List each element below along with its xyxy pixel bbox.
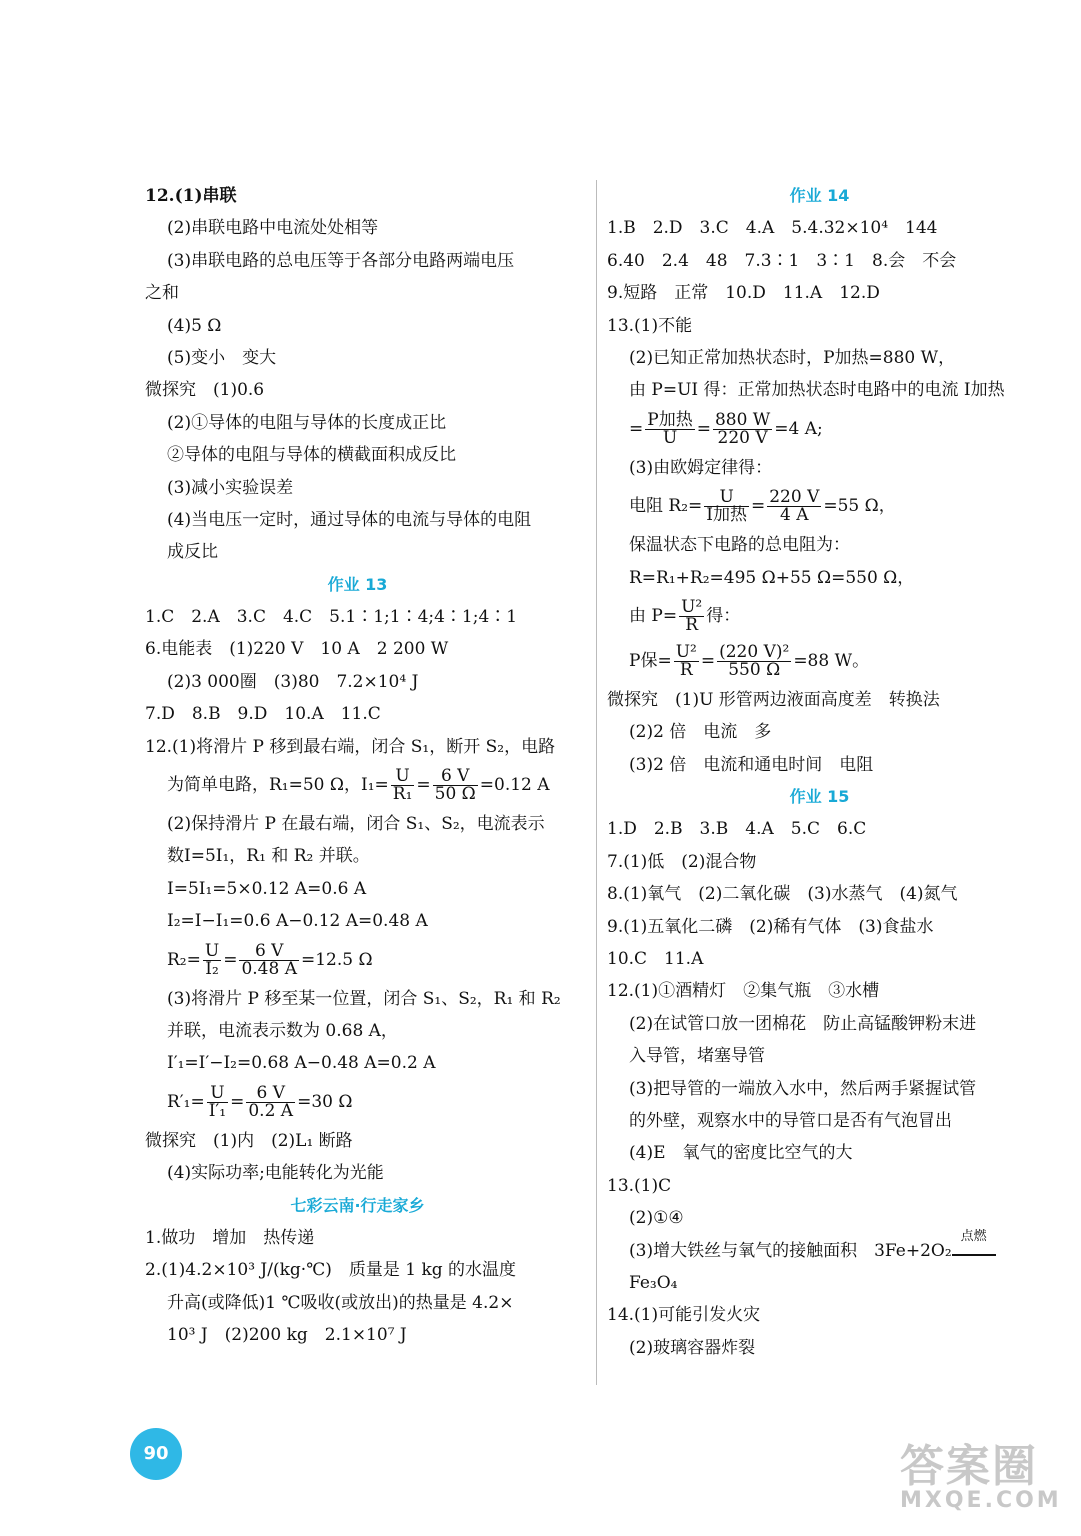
section-heading: 七彩云南·行走家乡 [290, 1195, 425, 1215]
watermark-bottom: MXQE.COM [900, 1488, 1062, 1513]
formula-result: =88 W。 [793, 650, 870, 671]
fraction-denominator: 4 A [780, 505, 809, 526]
answer-line: (4)当电压一定时，通过导体的电流与导体的电阻 [167, 509, 532, 530]
answer-line: 微探究 (1)U 形管两边液面高度差 转换法 [607, 689, 940, 710]
formula-line [607, 639, 1032, 684]
fraction-denominator: R [679, 659, 693, 680]
answer-line: 1.B 2.D 3.C 4.A 5.4.32×10⁴ 144 [607, 218, 938, 239]
fraction-numerator: 6 V [239, 943, 299, 961]
fraction [433, 768, 478, 803]
answer-line: 8.(1)氧气 (2)二氧化碳 (3)水蒸气 (4)氮气 [607, 884, 958, 905]
answer-line: 13.(1)不能 [607, 315, 693, 336]
answer-line: (3)2 倍 电流和通电时间 电阻 [629, 754, 874, 775]
answer-line: (3)将滑片 P 移至某一位置，闭合 S₁、S₂，R₁ 和 R₂ [167, 988, 561, 1009]
fraction [679, 596, 704, 635]
answer-line: 2.(1)4.2×10³ J/(kg·℃) 质量是 1 kg 的水温度 [145, 1260, 517, 1281]
answer-line: 入导管，堵塞导管 [629, 1046, 765, 1067]
answer-line: (4)E 氧气的密度比空气的大 [629, 1143, 853, 1164]
answer-line: Fe₃O₄ [629, 1272, 678, 1293]
page-number-badge: 90 [130, 1428, 182, 1480]
answer-line: (2)3 000圈 (3)80 7.2×10⁴ J [167, 671, 419, 692]
formula-prefix: 为简单电路，R₁=50 Ω，I₁= [167, 775, 389, 796]
formula-equals: = [223, 949, 238, 970]
fraction-numerator: U [204, 940, 220, 961]
fraction [645, 409, 694, 448]
fraction [246, 1082, 295, 1121]
formula-line [607, 594, 1032, 639]
formula-line [607, 407, 1032, 452]
answer-line: (3)由欧姆定律得： [629, 457, 773, 478]
answer-line: 7.D 8.B 9.D 10.A 11.C [145, 704, 381, 725]
watermark-logo [900, 1430, 1062, 1513]
formula-line [145, 1080, 570, 1125]
answer-line: 9.(1)五氧化二磷 (2)稀有气体 (3)食盐水 [607, 916, 934, 937]
answer-line: (4)5 Ω [167, 315, 222, 336]
section-heading: 作业 14 [789, 186, 850, 205]
answer-line: (2)①④ [629, 1208, 684, 1229]
formula-equals: = [416, 775, 431, 796]
fraction [713, 409, 772, 448]
answer-line: 1.C 2.A 3.C 4.C 5.1∶1;1∶4;4∶1;4∶1 [145, 607, 518, 628]
fraction-denominator: R₁ [392, 784, 413, 805]
answer-line: (2)2 倍 电流 多 [629, 722, 772, 743]
answer-line: I=5I₁=5×0.12 A=0.6 A [167, 878, 367, 899]
fraction-denominator: 0.2 A [248, 1100, 294, 1121]
answer-line: 1.D 2.B 3.B 4.A 5.C 6.C [607, 819, 867, 840]
answer-line: 12.(1)①酒精灯 ②集气瓶 ③水槽 [607, 981, 880, 1002]
section-heading: 作业 15 [789, 787, 850, 807]
fraction-denominator: 0.48 A [241, 958, 297, 979]
reaction-condition [952, 1228, 996, 1267]
answer-line: I₂=I−I₁=0.6 A−0.12 A=0.48 A [167, 911, 428, 932]
fraction-numerator: U [207, 1085, 228, 1103]
reaction-line [607, 1228, 1032, 1267]
reaction-text: (3)增大铁丝与氧气的接触面积 3Fe+2O₂ [629, 1240, 952, 1261]
fraction [239, 940, 299, 979]
answer-line: (4)实际功率;电能转化为光能 [167, 1163, 384, 1184]
answer-line: 之和 [145, 283, 179, 304]
answer-line: (2)在试管口放一团棉花 防止高锰酸钾粉末进 [629, 1013, 977, 1034]
formula-prefix: R₂= [167, 949, 201, 970]
fraction-numerator: U² [681, 596, 703, 617]
formula-result: =55 Ω， [823, 496, 896, 517]
fraction [391, 768, 415, 803]
fraction [203, 940, 221, 979]
answer-line: (2)玻璃容器炸裂 [629, 1337, 756, 1358]
answer-line: 1.做功 增加 热传递 [145, 1227, 315, 1248]
answer-line: 10³ J (2)200 kg 2.1×10⁷ J [167, 1325, 407, 1346]
formula-prefix: 电阻 R₂= [629, 496, 703, 517]
formula-equals: = [696, 418, 711, 439]
answer-line: 微探究 (1)0.6 [145, 380, 265, 401]
answer-line: 升高(或降低)1 ℃吸收(或放出)的热量是 4.2× [167, 1292, 514, 1313]
answer-line: 成反比 [167, 542, 218, 563]
formula-result: =30 Ω [297, 1091, 353, 1112]
fraction [717, 641, 791, 680]
formula-prefix: 由 P= [629, 605, 678, 626]
fraction [704, 489, 749, 524]
fraction-denominator: U [662, 427, 678, 448]
answer-line: (3)串联电路的总电压等于各部分电路两端电压 [167, 250, 515, 271]
fraction-numerator: 220 V [769, 487, 820, 508]
answer-line: (2)①导体的电阻与导体的长度成正比 [167, 412, 447, 433]
answer-line: 12.(1)将滑片 P 移到最右端，闭合 S₁，断开 S₂，电路 [145, 736, 556, 757]
answer-line: 6.40 2.4 48 7.3∶1 3∶1 8.会 不会 [607, 250, 957, 271]
fraction-numerator: 880 W [714, 409, 771, 430]
answer-line: I′₁=I′−I₂=0.68 A−0.48 A=0.2 A [167, 1053, 436, 1074]
answer-line: 9.短路 正常 10.D 11.A 12.D [607, 283, 880, 304]
fraction-denominator: 550 Ω [728, 659, 781, 680]
fraction-numerator: U [704, 489, 749, 507]
fraction-numerator: 6 V [433, 768, 478, 786]
fraction [207, 1082, 228, 1121]
fraction-numerator: (220 V)² [719, 641, 790, 662]
answer-line: 保温状态下电路的总电阻为： [629, 535, 850, 556]
answer-line: (5)变小 变大 [167, 347, 277, 368]
section-heading: 作业 13 [327, 574, 388, 594]
reaction-condition-label: 点燃 [960, 1228, 987, 1244]
formula-result: =4 A; [774, 418, 823, 439]
formula-equals: = [230, 1091, 245, 1112]
formula-line [145, 763, 570, 808]
watermark-top: 答案圈 [900, 1441, 1038, 1492]
formula-result: =0.12 A [479, 775, 550, 796]
answer-line: 6.电能表 (1)220 V 10 A 2 200 W [145, 639, 449, 660]
answer-line: R=R₁+R₂=495 Ω+55 Ω=550 Ω， [629, 567, 915, 588]
answer-line: 10.C 11.A [607, 949, 704, 970]
formula-result: =12.5 Ω [300, 949, 373, 970]
answer-line: (3)减小实验误差 [167, 477, 294, 498]
formula-prefix: P保= [629, 650, 672, 671]
fraction-numerator: P加热 [647, 409, 693, 430]
formula-result: 得： [706, 605, 741, 626]
fraction [767, 489, 821, 524]
answer-line: 7.(1)低 (2)混合物 [607, 851, 757, 872]
answer-line: 14.(1)可能引发火灾 [607, 1305, 761, 1326]
formula-prefix: = [629, 418, 644, 439]
left-column [145, 180, 570, 1352]
fraction-denominator: I加热 [706, 505, 747, 526]
fraction-numerator: 6 V [246, 1085, 295, 1103]
right-column [607, 180, 1032, 1364]
answer-line: 的外壁，观察水中的导管口是否有气泡冒出 [629, 1110, 952, 1131]
fraction-denominator: R [685, 614, 699, 635]
formula-equals: = [750, 496, 766, 517]
formula-equals: = [700, 650, 716, 671]
answer-line: 微探究 (1)内 (2)L₁ 断路 [145, 1130, 353, 1151]
answer-line: 数I=5I₁，R₁ 和 R₂ 并联。 [167, 846, 370, 867]
answer-line: (3)把导管的一端放入水中，然后两手紧握试管 [629, 1078, 977, 1099]
formula-line [607, 484, 1032, 529]
answer-line: 13.(1)C [607, 1175, 672, 1196]
column-divider [596, 180, 597, 1385]
answer-line: (2)保持滑片 P 在最右端，闭合 S₁、S₂，电流表示 [167, 814, 545, 835]
answer-line: (2)已知正常加热状态时，P加热=880 W， [629, 347, 956, 368]
formula-prefix: R′₁= [167, 1091, 205, 1112]
fraction-denominator: I′₁ [208, 1100, 227, 1121]
answer-line: ②导体的电阻与导体的横截面积成反比 [167, 445, 456, 466]
answer-line: (2)串联电路中电流处处相等 [167, 218, 379, 239]
formula-line [145, 938, 570, 983]
fraction-numerator: U [391, 768, 415, 786]
fraction-denominator: 50 Ω [434, 784, 476, 805]
fraction-denominator: 220 V [717, 427, 768, 448]
answer-line: 并联，电流表示数为 0.68 A， [167, 1020, 398, 1041]
fraction-numerator: U² [675, 641, 697, 662]
fraction [674, 641, 699, 680]
answer-line: 由 P=UI 得：正常加热状态时电路中的电流 I加热 [629, 380, 1005, 401]
answer-line: 12.(1)串联 [145, 186, 237, 206]
fraction-denominator: I₂ [205, 958, 219, 979]
